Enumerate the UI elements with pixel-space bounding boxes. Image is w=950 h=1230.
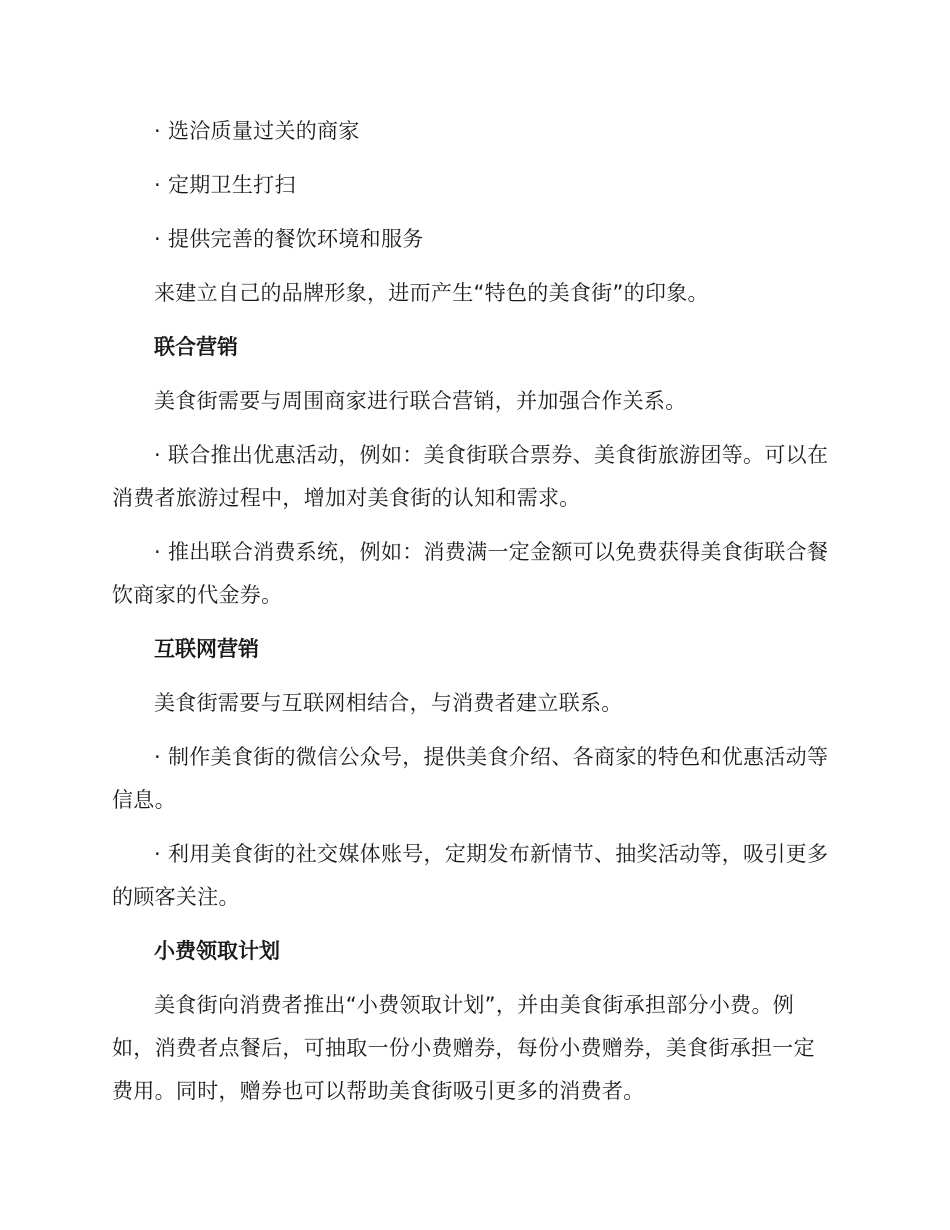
bullet-paragraph: · 制作美食街的微信公众号，提供美食介绍、各商家的特色和优惠活动等信息。 bbox=[112, 745, 829, 812]
bullet-paragraph: · 推出联合消费系统，例如：消费满一定金额可以免费获得美食街联合餐饮商家的代金券。 bbox=[112, 540, 829, 607]
body-paragraph: 美食街需要与周围商家进行联合营销，并加强合作关系。 bbox=[154, 389, 687, 413]
document-body bbox=[112, 110, 832, 1124]
section-heading-internet-marketing: 互联网营销 bbox=[154, 637, 259, 661]
bullet-paragraph: · 提供完善的餐饮环境和服务 bbox=[154, 227, 424, 251]
section-heading-joint-marketing: 联合营销 bbox=[154, 335, 238, 359]
bullet-paragraph: · 定期卫生打扫 bbox=[154, 173, 296, 197]
section-heading-tip-plan: 小费领取计划 bbox=[154, 939, 280, 963]
bullet-paragraph: · 利用美食街的社交媒体账号，定期发布新情节、抽奖活动等，吸引更多的顾客关注。 bbox=[112, 842, 829, 909]
bullet-paragraph: · 选洽质量过关的商家 bbox=[154, 119, 360, 143]
body-paragraph: 美食街向消费者推出“小费领取计划”，并由美食街承担部分小费。例如，消费者点餐后，可抽取一份小费赠券，每份小费赠券，美食街承担一定费用。同时，赠券也可以帮助美食街吸引更多的消费者。 bbox=[112, 993, 815, 1103]
body-paragraph: 来建立自己的品牌形象，进而产生“特色的美食街”的印象。 bbox=[154, 281, 709, 305]
body-paragraph: 美食街需要与互联网相结合，与消费者建立联系。 bbox=[154, 691, 623, 715]
bullet-paragraph: · 联合推出优惠活动，例如：美食街联合票券、美食街旅游团等。可以在消费者旅游过程中，增加对美食街的认知和需求。 bbox=[112, 443, 829, 510]
